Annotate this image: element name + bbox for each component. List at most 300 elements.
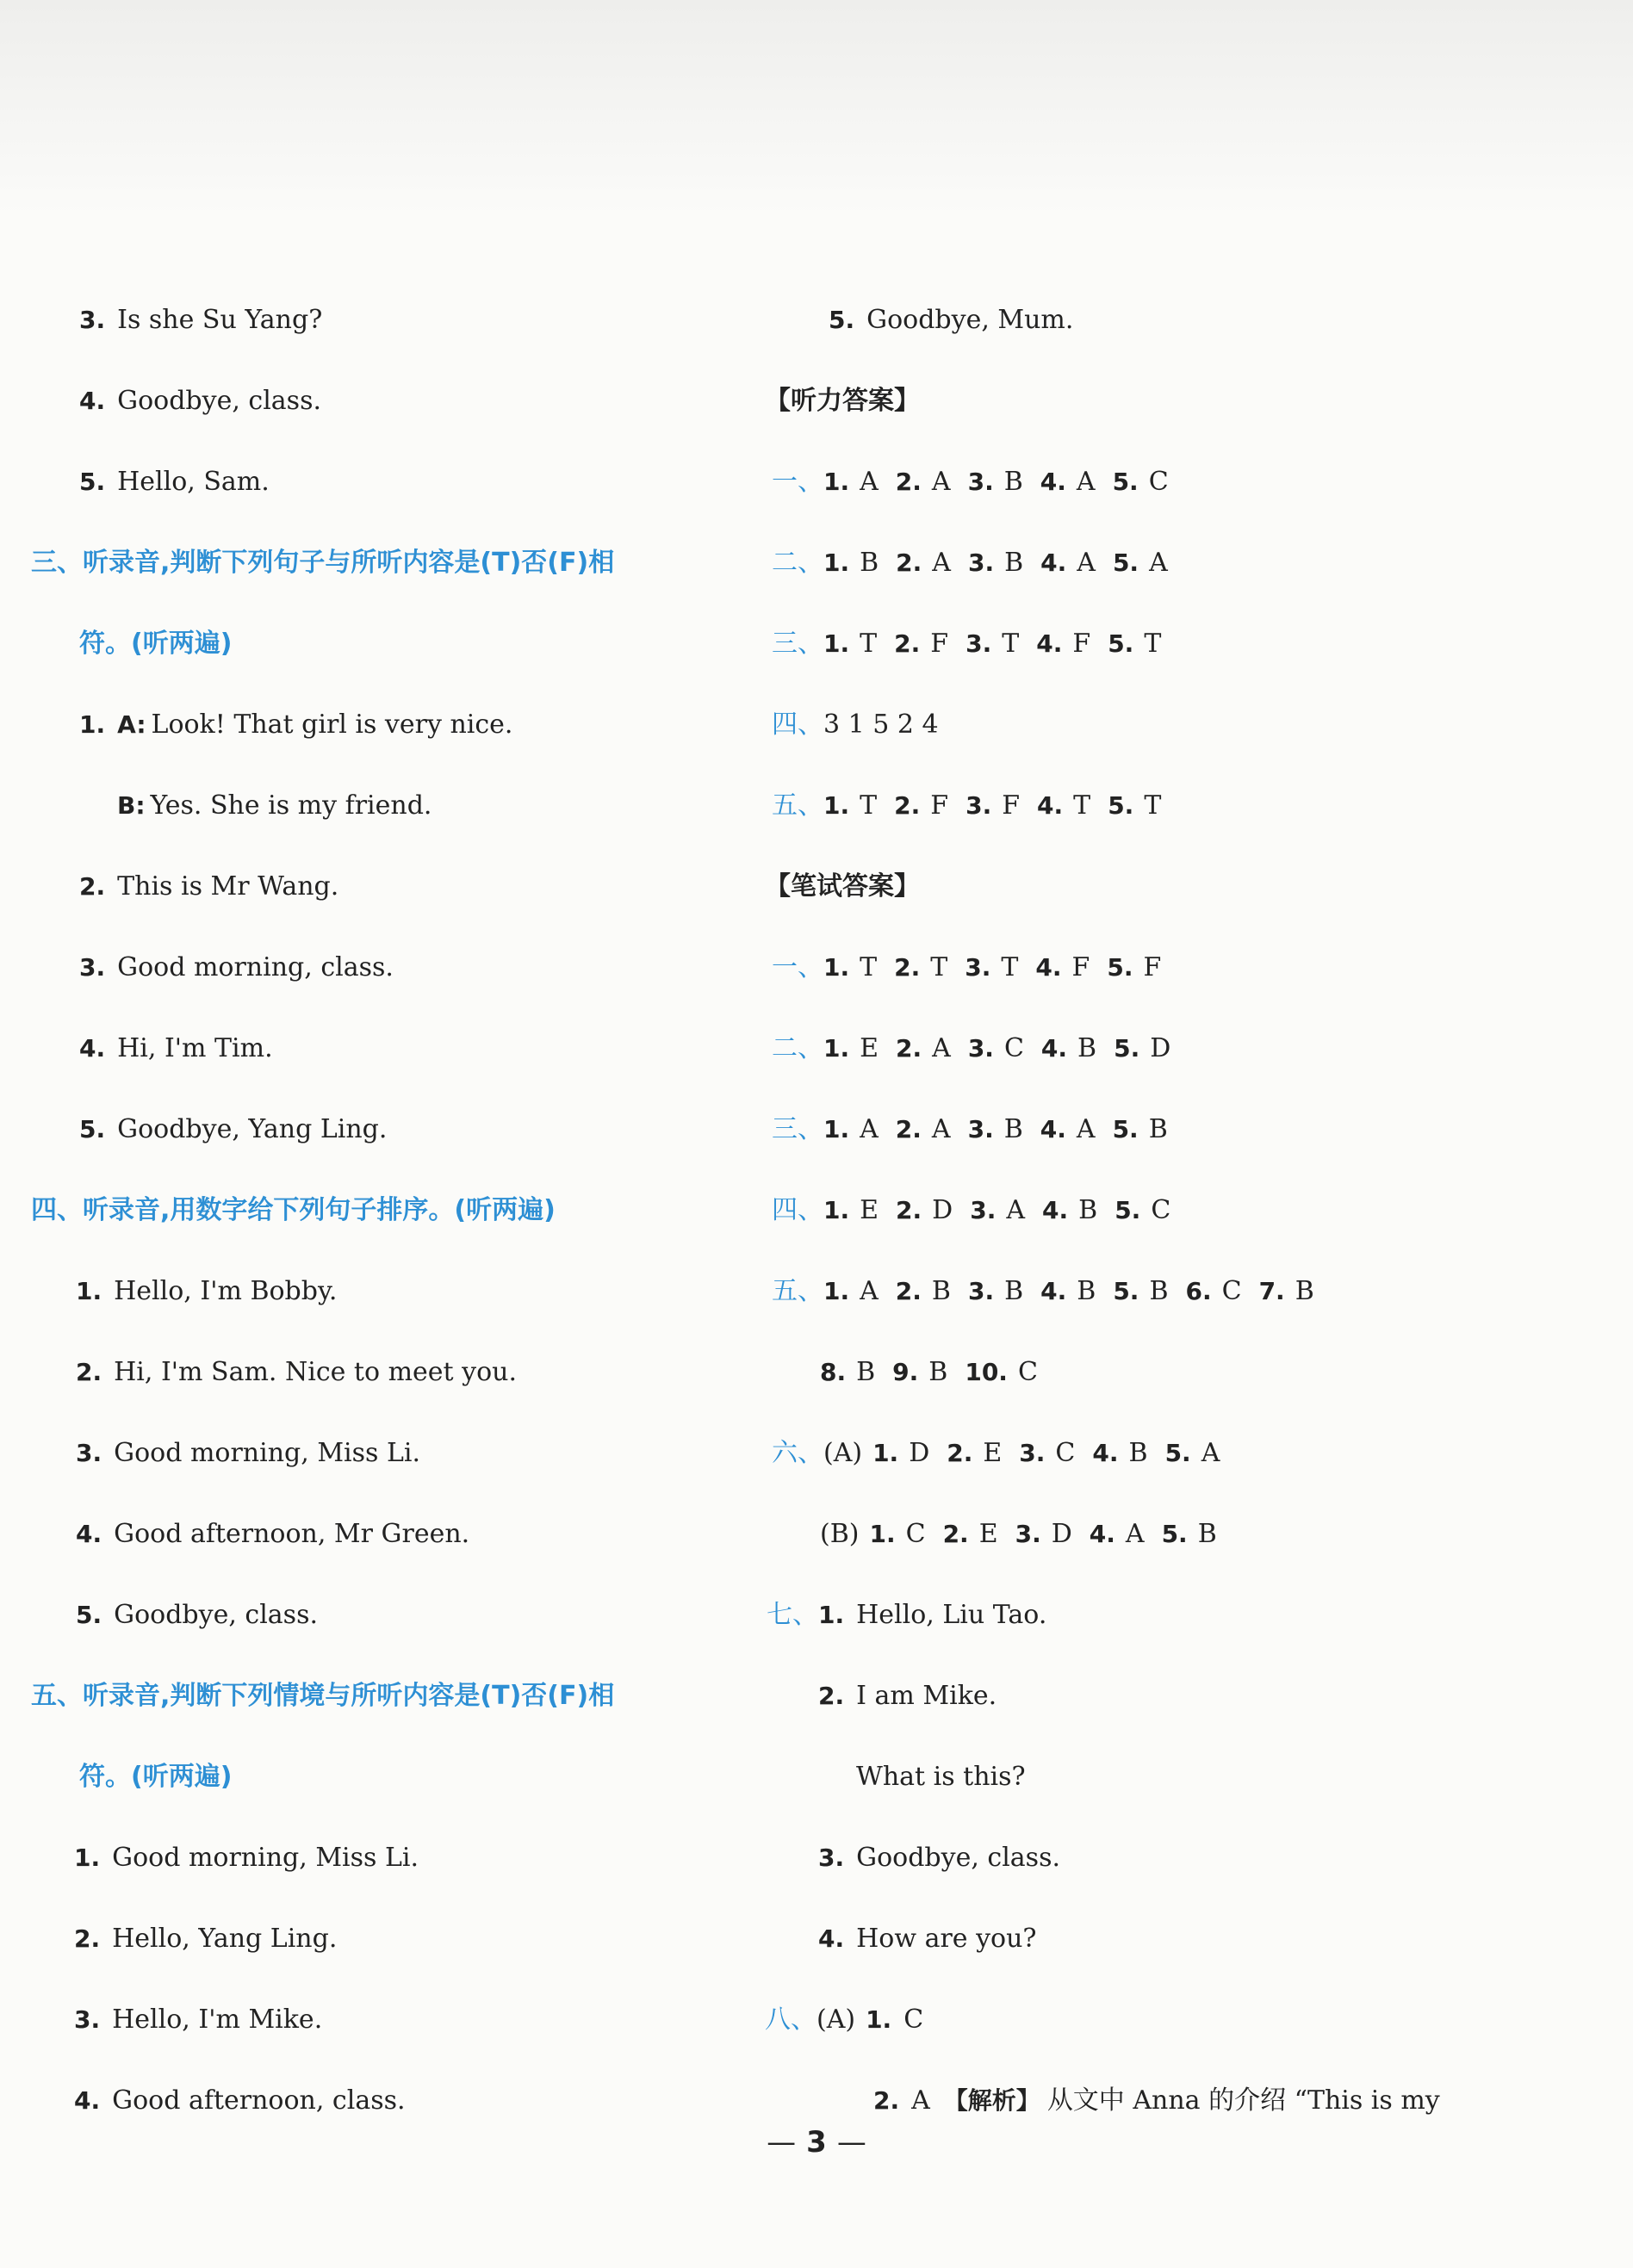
question-item	[76, 1517, 469, 1552]
item-number: 4.	[818, 1924, 845, 1953]
answer-letter: B	[931, 1276, 951, 1306]
answer-number: 4.	[1042, 1196, 1069, 1224]
item-text: Good morning, Miss Li.	[112, 1843, 419, 1873]
question-item	[79, 1112, 387, 1147]
answer-item	[1114, 1033, 1170, 1063]
answer-letter: B	[1078, 1195, 1098, 1225]
answer-letter: A	[911, 2085, 930, 2116]
answer-letter: C	[1055, 1438, 1076, 1468]
answer-number: 8.	[820, 1358, 847, 1386]
answer-number: 9.	[892, 1358, 919, 1386]
answer-row	[772, 627, 1178, 661]
answer-letter: C	[1151, 1195, 1171, 1225]
answer-letter: F	[930, 629, 949, 659]
answer-item	[896, 467, 951, 497]
item-number: 4.	[76, 1520, 102, 1548]
answer-number: 5.	[1113, 1277, 1139, 1305]
answer-item	[869, 1519, 925, 1549]
item-text: Hello, I'm Mike.	[112, 2005, 323, 2035]
written-answers-title-text: 【笔试答案】	[765, 871, 920, 902]
answer-letter: A	[860, 1276, 879, 1306]
section-heading-cont: 符。	[79, 1762, 131, 1792]
answer-item	[966, 790, 1020, 821]
item-number: 4.	[74, 2086, 101, 2115]
question-item	[79, 384, 321, 418]
item-number: 2.	[818, 1682, 845, 1710]
item-text: Yes. She is my friend.	[150, 790, 432, 821]
answer-letter: A	[860, 1114, 879, 1144]
answer-section-label: 二、	[772, 1033, 823, 1063]
answer-row	[772, 465, 1186, 499]
answer-letter: T	[1001, 952, 1019, 982]
item-text: What is this?	[856, 1762, 1026, 1792]
answer-letter: T	[860, 790, 878, 821]
page-top-shade	[0, 0, 1633, 215]
answer-sequence: 3 1 5 2 4	[823, 710, 939, 740]
answer-item	[1162, 1519, 1217, 1549]
answer-item	[820, 1357, 875, 1387]
answer-number: 1.	[866, 2005, 892, 2034]
answer-number: 3.	[966, 629, 992, 658]
listening-answers-title	[765, 384, 920, 418]
answer-letter: A	[931, 1114, 951, 1144]
item-number: 3.	[74, 2005, 101, 2034]
answer-item	[894, 952, 947, 982]
answer-number: 4.	[1089, 1520, 1115, 1548]
answer-letter: B	[1149, 1276, 1169, 1306]
item-text: Hi, I'm Tim.	[117, 1033, 273, 1063]
answer-number: 2.	[894, 791, 921, 820]
answer-number: 4.	[1092, 1439, 1119, 1467]
section-heading-text: 三、听录音,判断下列句子与所听内容是(T)否(F)相	[31, 548, 615, 578]
page-number-dash-right: —	[836, 2125, 866, 2160]
answer-section-label: 七、	[767, 1600, 818, 1630]
item-text: This is Mr Wang.	[117, 871, 339, 902]
answer-item	[823, 629, 877, 659]
answer-number: 5.	[1112, 468, 1139, 496]
answer-item	[1037, 790, 1090, 821]
item-number: 5.	[76, 1601, 102, 1629]
question-item	[79, 870, 338, 904]
answer-row	[772, 1436, 1237, 1471]
answer-number: 3.	[967, 1115, 994, 1143]
answer-number: 5.	[1115, 1196, 1141, 1224]
answer-letter: A	[1006, 1195, 1026, 1225]
answer-letter: B	[856, 1357, 876, 1387]
item-number: 2.	[76, 1358, 102, 1386]
answer-letter: E	[860, 1033, 879, 1063]
answer-item	[823, 1195, 879, 1225]
answer-number: 4.	[1040, 1277, 1067, 1305]
answer-row	[818, 1841, 1060, 1875]
answer-item	[968, 1114, 1023, 1144]
item-number: 5.	[79, 468, 106, 496]
answer-number: 2.	[895, 1115, 922, 1143]
answer-number: 5.	[1107, 953, 1133, 982]
answer-letter: B	[1077, 1276, 1096, 1306]
answer-number: 1.	[823, 1196, 850, 1224]
item-text: Goodbye, class.	[117, 386, 322, 416]
answer-item	[968, 1033, 1024, 1063]
question-item	[117, 789, 432, 823]
answer-letter: F	[1072, 629, 1091, 659]
answer-section-label: 四、	[772, 710, 823, 740]
answer-number: 2.	[942, 1520, 969, 1548]
answer-letter: A	[1201, 1438, 1220, 1468]
question-item	[76, 1274, 337, 1309]
answer-section-label: 一、	[772, 952, 823, 982]
item-number: 1.	[79, 710, 106, 739]
question-item	[76, 1355, 517, 1390]
answer-item	[896, 548, 951, 578]
answer-letter: A	[932, 1033, 951, 1063]
answer-item	[1113, 548, 1168, 578]
answer-number: 2.	[894, 953, 921, 982]
answer-number: 2.	[896, 1034, 922, 1063]
item-text: Good morning, class.	[117, 952, 394, 982]
question-item	[829, 303, 1073, 338]
answer-number: 2.	[895, 1277, 922, 1305]
section-heading-text: 五、听录音,判断下列情境与所听内容是(T)否(F)相	[31, 1681, 615, 1711]
answer-letter: B	[1148, 1114, 1168, 1144]
answer-letter: B	[928, 1357, 948, 1387]
item-text: I am Mike.	[856, 1681, 997, 1711]
item-text: Is she Su Yang?	[117, 305, 323, 335]
answer-number: 4.	[1040, 468, 1066, 496]
item-text: Good afternoon, Mr Green.	[114, 1519, 470, 1549]
answer-number: 1.	[869, 1520, 896, 1548]
answer-item	[943, 1519, 998, 1549]
section-heading-note: (听两遍)	[454, 1195, 556, 1225]
page-number-dash-left: —	[767, 2125, 797, 2160]
answer-item	[1115, 1195, 1170, 1225]
answer-letter: F	[1002, 790, 1021, 821]
answer-number: 3.	[1019, 1439, 1046, 1467]
answer-number: 3.	[967, 1034, 994, 1063]
analysis-tag: 【解析】	[943, 2086, 1040, 2115]
item-number: 5.	[79, 1115, 106, 1143]
answer-row	[772, 1032, 1188, 1066]
answer-subpart-label: (B)	[820, 1519, 860, 1549]
answer-letter: B	[1004, 1276, 1024, 1306]
answer-item	[1092, 1438, 1147, 1468]
answer-section-label: 八、	[765, 2005, 816, 2035]
answer-item	[1107, 952, 1161, 982]
question-item	[79, 465, 270, 499]
answer-section-label: 一、	[772, 467, 823, 497]
answer-item	[1113, 1114, 1168, 1144]
answer-item	[872, 1438, 929, 1468]
answer-letter: F	[930, 790, 949, 821]
answer-letter: B	[1197, 1519, 1217, 1549]
section-heading	[31, 1679, 614, 1713]
answer-letter: A	[1077, 548, 1096, 578]
answer-section-label: 五、	[772, 1276, 823, 1306]
answer-item	[896, 1276, 951, 1306]
answer-item	[1108, 629, 1161, 659]
answer-number: 5.	[1161, 1520, 1188, 1548]
answer-letter: A	[931, 467, 951, 497]
answer-letter: D	[932, 1195, 953, 1225]
answer-row	[772, 708, 939, 742]
question-item	[74, 2084, 406, 2118]
section-heading	[31, 546, 614, 580]
answer-row	[820, 1355, 1055, 1390]
answer-letter: B	[1004, 548, 1024, 578]
answer-section-label: 三、	[772, 629, 823, 659]
answer-letter: T	[1144, 790, 1162, 821]
answer-number: 5.	[1112, 548, 1139, 577]
answer-item	[1090, 1519, 1145, 1549]
section-heading-note: (听两遍)	[131, 629, 233, 659]
section-heading	[31, 1193, 556, 1228]
answer-item	[1040, 548, 1096, 578]
answer-letter: T	[860, 629, 878, 659]
answer-item	[1113, 1276, 1168, 1306]
item-number: 1.	[818, 1601, 845, 1629]
item-text: Hello, Sam.	[117, 467, 270, 497]
answer-item	[823, 952, 877, 982]
answer-item	[965, 952, 1018, 982]
answer-letter: E	[978, 1519, 998, 1549]
answer-number: 3.	[967, 548, 995, 577]
answer-item	[1165, 1438, 1220, 1468]
answer-row	[767, 1598, 1046, 1633]
answer-number: 4.	[1040, 1115, 1066, 1143]
answer-letter: A	[1125, 1519, 1145, 1549]
answer-row	[772, 951, 1178, 985]
answer-item	[1040, 467, 1096, 497]
answer-number: 4.	[1037, 791, 1064, 820]
question-item	[74, 1922, 337, 1956]
analysis-text: 从文中 Anna 的介绍 “This is my	[1046, 2085, 1440, 2116]
answer-number: 4.	[1040, 1034, 1068, 1063]
answer-number: 1.	[823, 953, 850, 982]
item-number: 3.	[818, 1844, 845, 1872]
answer-number: 1.	[823, 1034, 850, 1063]
answer-row	[772, 1274, 1332, 1309]
answer-row	[772, 1193, 1188, 1228]
question-item	[74, 1841, 419, 1875]
item-text: How are you?	[856, 1924, 1037, 1954]
answer-letter: C	[1017, 1357, 1038, 1387]
answer-letter: B	[1003, 467, 1023, 497]
section-heading-text: 四、听录音,用数字给下列句子排序。	[31, 1195, 455, 1225]
answer-number: 5.	[1114, 1034, 1140, 1063]
answer-row	[818, 1679, 997, 1713]
answer-section-label: 三、	[772, 1114, 823, 1144]
answer-item	[1041, 1033, 1096, 1063]
answer-letter: C	[1148, 467, 1169, 497]
answer-letter: B	[1077, 1033, 1097, 1063]
item-number: 5.	[829, 306, 855, 334]
item-number: 4.	[79, 1034, 106, 1063]
answer-row	[873, 2084, 1440, 2118]
answer-number: 3.	[965, 953, 991, 982]
answer-number: 4.	[1040, 548, 1067, 577]
answer-number: 7.	[1258, 1277, 1285, 1305]
answer-letter: E	[983, 1438, 1003, 1468]
item-text: Good morning, Miss Li.	[114, 1438, 421, 1468]
answer-item	[823, 548, 879, 578]
answer-number: 5.	[1108, 629, 1134, 658]
answer-item	[1040, 1276, 1096, 1306]
answer-letter: T	[930, 952, 948, 982]
answer-number: 2.	[947, 1439, 973, 1467]
answer-subpart-label: (A)	[816, 2005, 856, 2035]
answer-item	[1108, 790, 1161, 821]
answer-letter: C	[1221, 1276, 1242, 1306]
answer-letter: A	[1149, 548, 1168, 578]
answer-letter: F	[1143, 952, 1162, 982]
page-number-value: 3	[806, 2125, 827, 2160]
speaker-label: A:	[117, 710, 146, 739]
answer-number: 4.	[1035, 953, 1062, 982]
item-number: 2.	[74, 1924, 101, 1953]
answer-letter: D	[909, 1438, 930, 1468]
answer-number: 1.	[823, 1277, 850, 1305]
item-text: Hello, Liu Tao.	[856, 1600, 1047, 1630]
answer-item	[1259, 1276, 1314, 1306]
answer-number: 5.	[1108, 791, 1134, 820]
answer-item	[894, 790, 948, 821]
answer-item	[894, 629, 948, 659]
item-number: 3.	[79, 953, 106, 982]
answer-letter: D	[1051, 1519, 1072, 1549]
item-text: Goodbye, class.	[114, 1600, 319, 1630]
item-text: Hello, Yang Ling.	[112, 1924, 338, 1954]
answer-item	[1036, 629, 1090, 659]
answer-number: 2.	[896, 1196, 922, 1224]
answer-item	[1015, 1519, 1072, 1549]
answer-item	[1019, 1438, 1075, 1468]
answer-letter: E	[860, 1195, 879, 1225]
answer-row	[772, 1112, 1185, 1147]
answer-item	[968, 467, 1023, 497]
answer-number: 6.	[1185, 1277, 1212, 1305]
answer-item	[823, 790, 877, 821]
answer-number: 4.	[1036, 629, 1063, 658]
item-text: Goodbye, class.	[856, 1843, 1061, 1873]
answer-number: 5.	[1164, 1439, 1191, 1467]
answer-item	[1042, 1195, 1097, 1225]
item-text: Goodbye, Yang Ling.	[117, 1114, 388, 1144]
answer-item	[823, 467, 879, 497]
answer-item	[966, 629, 1019, 659]
answer-letter: C	[903, 2005, 924, 2035]
listening-answers-title-text: 【听力答案】	[765, 386, 920, 416]
answer-row	[772, 789, 1178, 823]
answer-number: 2.	[894, 629, 921, 658]
item-number: 1.	[76, 1277, 102, 1305]
answer-number: 1.	[823, 468, 850, 496]
page-number	[0, 2125, 1633, 2160]
question-item	[79, 1032, 273, 1066]
answer-number: 5.	[1112, 1115, 1139, 1143]
answer-row	[772, 546, 1185, 580]
answer-number: 2.	[873, 2086, 900, 2115]
answer-row	[856, 1760, 1026, 1794]
answer-section-label: 五、	[772, 790, 823, 821]
answer-number: 10.	[965, 1358, 1008, 1386]
answer-number: 3.	[970, 1196, 997, 1224]
answer-number: 2.	[895, 468, 922, 496]
answer-letter: F	[1071, 952, 1090, 982]
section-heading-continued	[79, 1760, 232, 1794]
answer-letter: T	[1073, 790, 1091, 821]
answer-subpart-label: (A)	[823, 1438, 863, 1468]
item-number: 4.	[79, 387, 106, 415]
answer-number: 1.	[872, 1439, 899, 1467]
answer-item	[968, 548, 1023, 578]
answer-letter: C	[905, 1519, 926, 1549]
answer-letter: B	[860, 548, 879, 578]
answer-row	[765, 2003, 923, 2037]
answer-item	[823, 1114, 879, 1144]
item-number: 1.	[74, 1844, 101, 1872]
answer-item	[896, 1195, 953, 1225]
section-heading-cont: 符。	[79, 629, 131, 659]
answer-number: 3.	[1015, 1520, 1041, 1548]
answer-item	[1185, 1276, 1241, 1306]
answer-number: 1.	[823, 1115, 850, 1143]
answer-letter: B	[1295, 1276, 1314, 1306]
answer-letter: C	[1003, 1033, 1024, 1063]
answer-letter: T	[1002, 629, 1020, 659]
question-item	[79, 303, 322, 338]
item-number: 2.	[79, 872, 106, 901]
question-item	[76, 1436, 420, 1471]
answer-letter: T	[1144, 629, 1162, 659]
answer-item	[823, 1033, 879, 1063]
item-text: Hi, I'm Sam. Nice to meet you.	[114, 1357, 517, 1387]
answer-item	[947, 1438, 1002, 1468]
answer-item	[1040, 1114, 1096, 1144]
item-text: Good afternoon, class.	[112, 2085, 406, 2116]
answer-number: 1.	[823, 548, 850, 577]
answer-item	[896, 1033, 951, 1063]
answer-row	[818, 1922, 1037, 1956]
answer-item	[896, 1114, 951, 1144]
question-item	[79, 708, 512, 742]
answer-letter: A	[1076, 467, 1096, 497]
answer-number: 3.	[967, 1277, 995, 1305]
answer-letter: B	[1003, 1114, 1023, 1144]
answer-item	[968, 1276, 1023, 1306]
question-item	[74, 2003, 322, 2037]
item-text: Look! That girl is very nice.	[151, 710, 513, 740]
answer-letter: T	[860, 952, 878, 982]
answer-item	[965, 1357, 1038, 1387]
item-text: Goodbye, Mum.	[866, 305, 1074, 335]
section-heading-note: (听两遍)	[131, 1762, 233, 1792]
item-number: 3.	[76, 1439, 102, 1467]
answer-number: 3.	[966, 791, 992, 820]
answer-letter: A	[860, 467, 879, 497]
item-text: Hello, I'm Bobby.	[114, 1276, 338, 1306]
written-answers-title	[765, 870, 920, 904]
answer-section-label: 六、	[772, 1438, 823, 1468]
answer-number: 1.	[823, 629, 850, 658]
answer-item	[970, 1195, 1025, 1225]
speaker-label: B:	[117, 791, 146, 820]
answer-row	[820, 1517, 1234, 1552]
question-item	[79, 951, 394, 985]
item-number: 3.	[79, 306, 106, 334]
answer-letter: B	[1128, 1438, 1148, 1468]
answer-item	[823, 1276, 879, 1306]
answer-letter: D	[1150, 1033, 1171, 1063]
